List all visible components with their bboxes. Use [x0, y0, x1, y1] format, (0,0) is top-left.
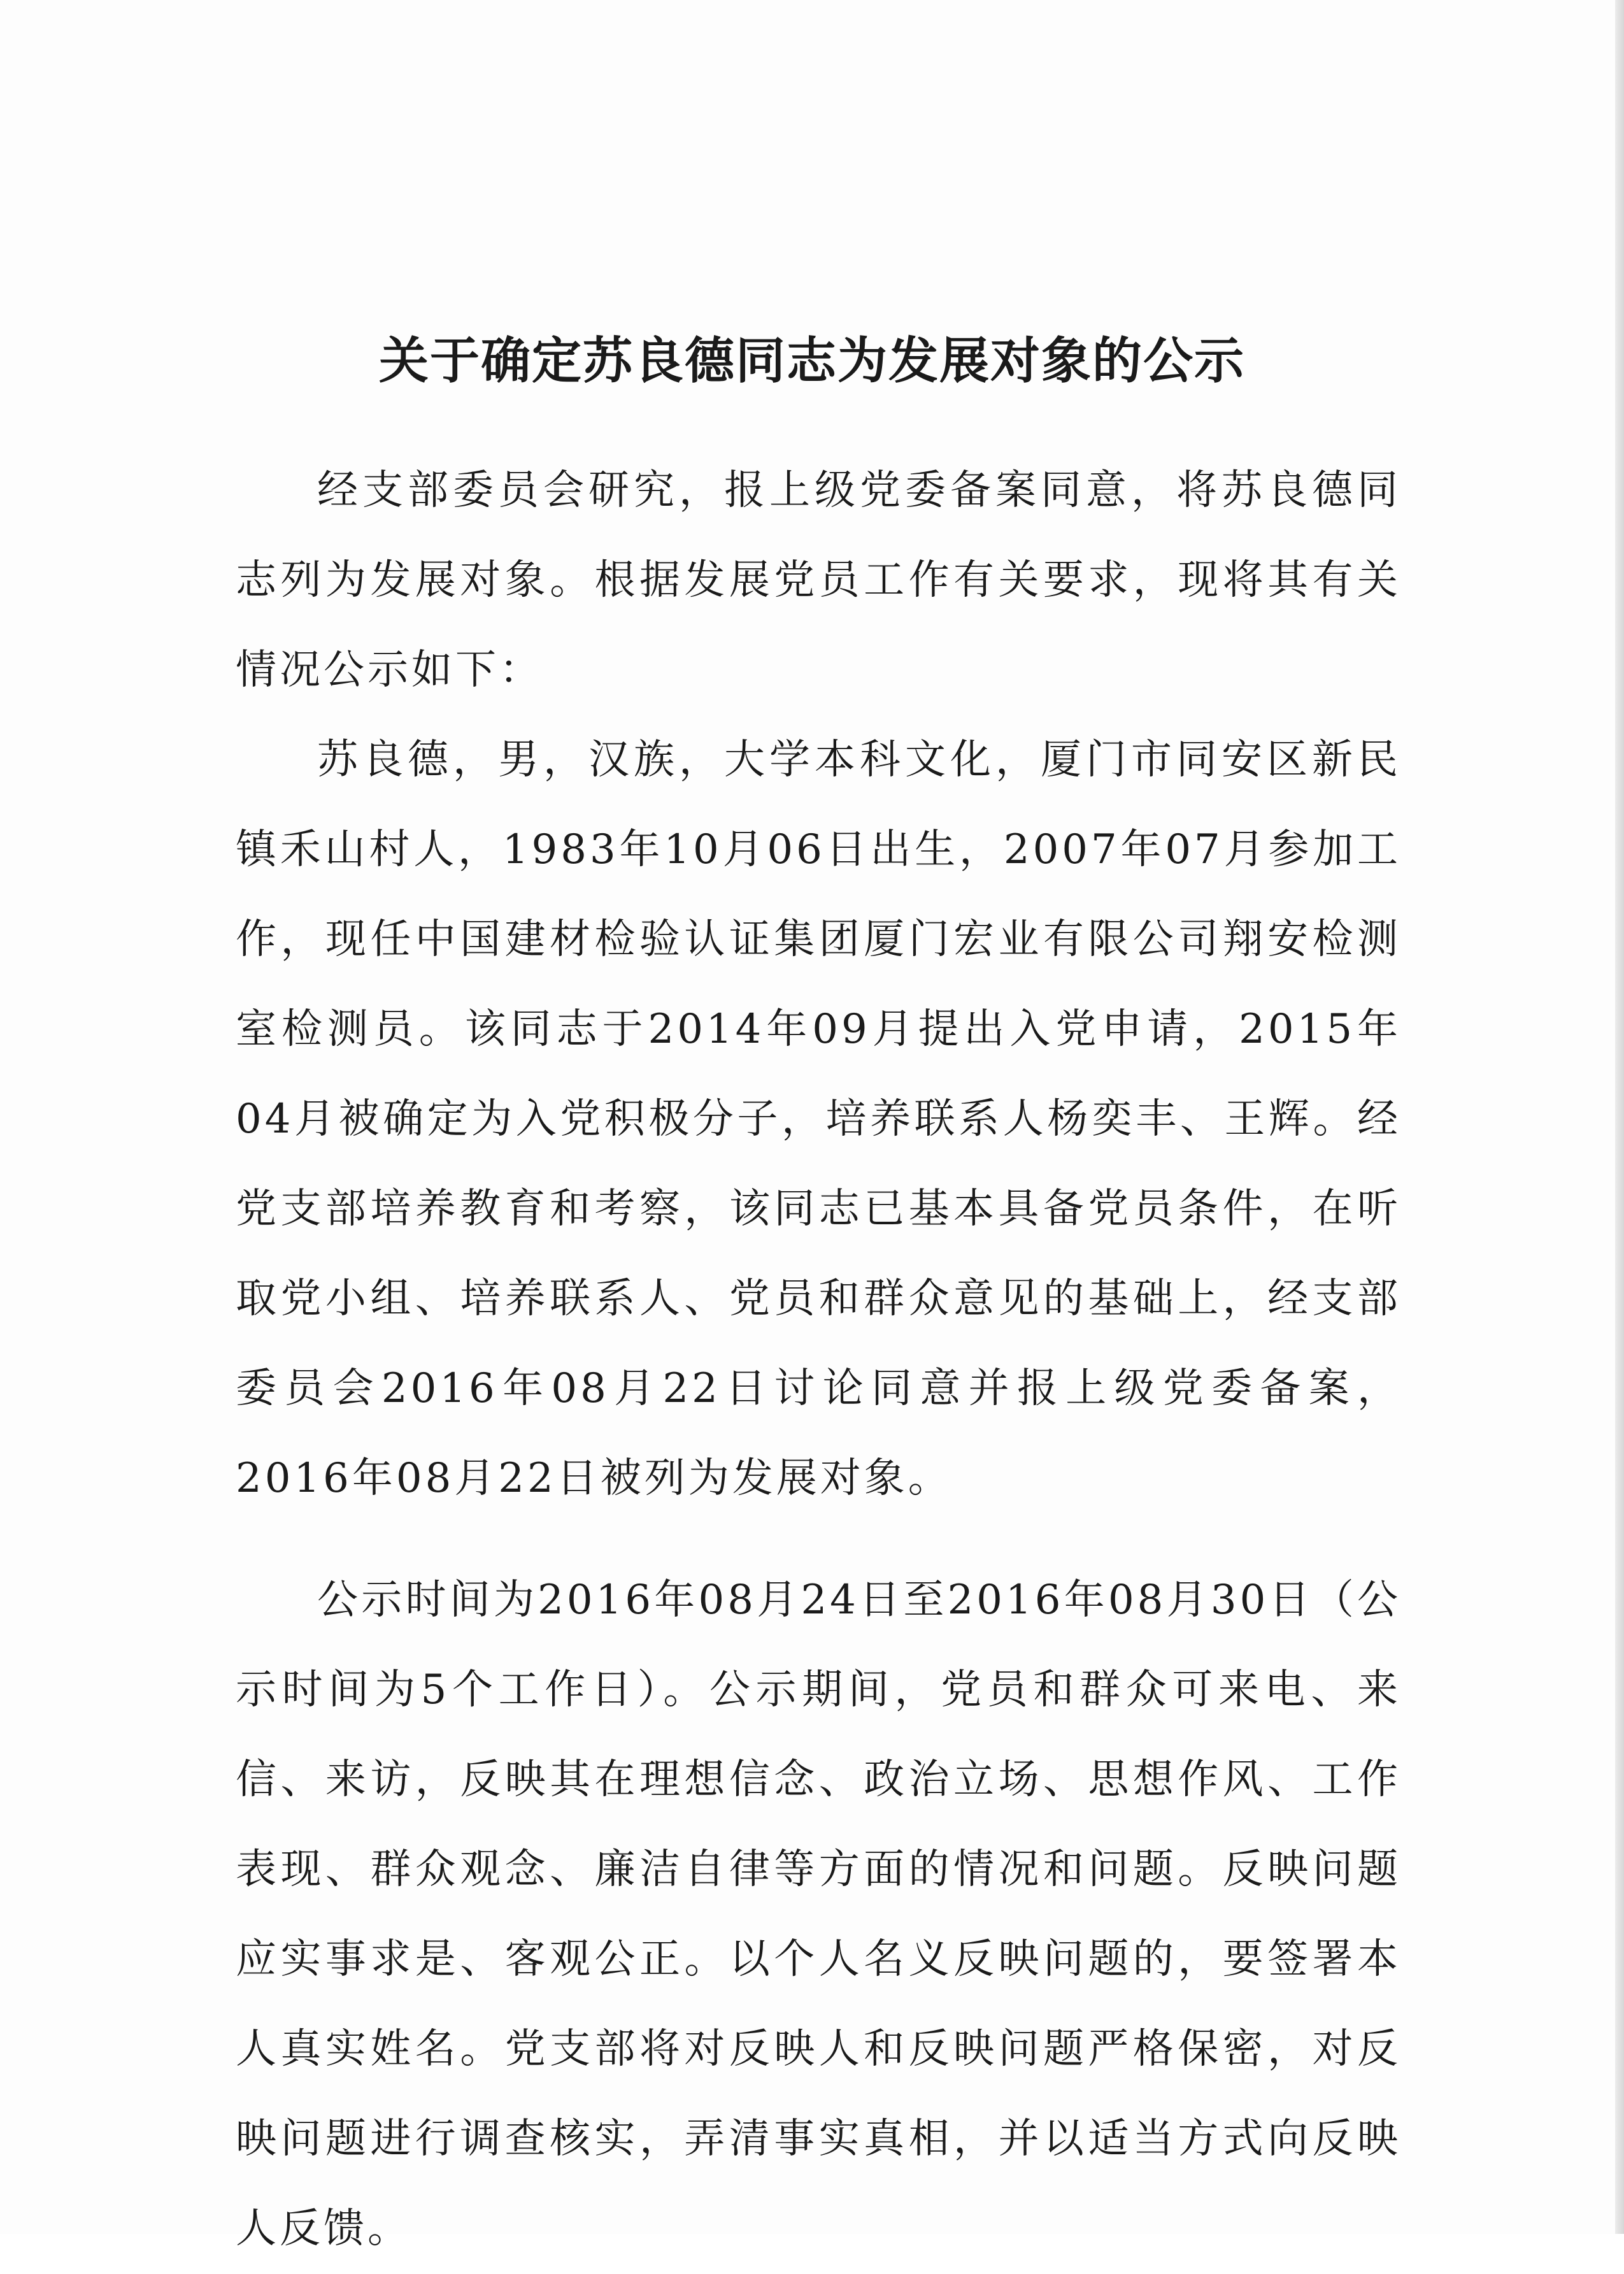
paragraph-intro: 经支部委员会研究，报上级党委备案同意，将苏良德同志列为发展对象。根据发展党员工作有关要求，现将其有关情况公示如下：	[236, 467, 1401, 694]
document-title: 关于确定苏良德同志为发展对象的公示	[378, 332, 1245, 390]
paragraph-candidate-profile: 苏良德，男，汉族，大学本科文化，厦门市同安区新民镇禾山村人，1983年10月06日出生，2007年07月参加工作，现任中国建材检验认证集团厦门宏业有限公司翔安检测室检测员。该同志于2014年09月提出入党申请，2015年04月被确定为入党积极分子，培养联系人杨奕丰、王辉。经党支部培养教育和考察，该同志已基本具备党员条件，在听取党小组、培养联系人、党员和群众意见的基础上，经支部委员会2016年08月22日讨论同意并报上级党委备案，2016年08月22日被列为发展对象。	[236, 736, 1401, 1502]
paragraph-publicity-period: 公示时间为2016年08月24日至2016年08月30日（公示时间为5个工作日）。公示期间，党员和群众可来电、来信、来访，反映其在理想信念、政治立场、思想作风、工作表现、群众观念、廉洁自律等方面的情况和问题。反映问题应实事求是、客观公正。以个人名义反映问题的，要签署本人真实姓名。党支部将对反映人和反映问题严格保密，对反映问题进行调查核实，弄清事实真相，并以适当方式向反映人反馈。	[236, 1577, 1401, 2252]
document-body	[236, 446, 1401, 2274]
